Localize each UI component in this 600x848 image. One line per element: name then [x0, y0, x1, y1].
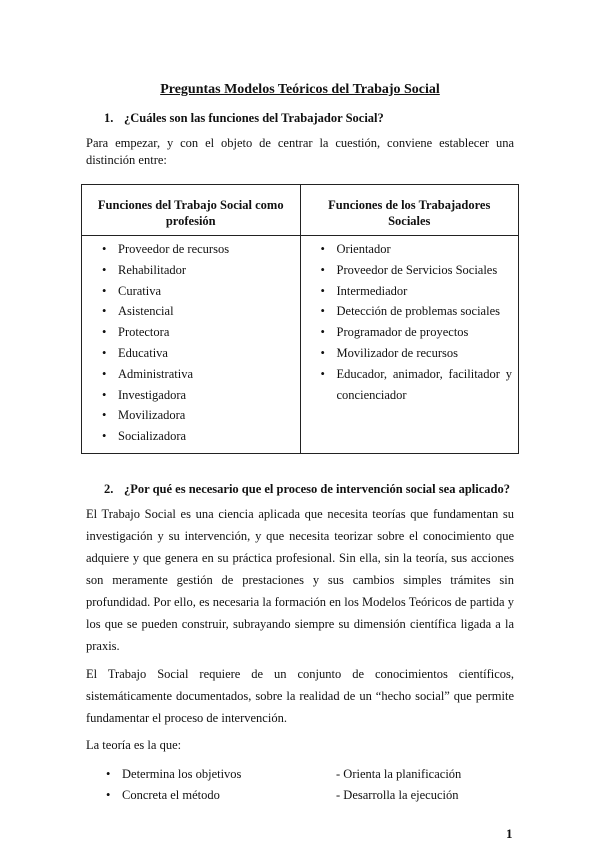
list-item: • Curativa — [82, 281, 294, 302]
question-number: 1. — [104, 111, 114, 125]
table-column — [82, 185, 300, 453]
body-paragraph: La teoría es la que: — [86, 737, 182, 752]
question-1-heading — [86, 109, 514, 127]
worker-functions-list — [301, 236, 519, 411]
table-column — [300, 185, 519, 453]
list-item: - Orienta la planificación — [336, 766, 462, 781]
intro-paragraph: Para empezar, y con el objeto de centrar la cuestión, conviene establecer una distinción entre: — [86, 136, 514, 167]
list-item: • Administrativa — [82, 364, 294, 385]
profession-functions-list — [82, 236, 300, 453]
page-number: 1 — [506, 826, 513, 841]
list-item: • Investigadora — [82, 385, 294, 406]
body-paragraph: El Trabajo Social requiere de un conjunto de conocimientos científicos, sistemáticamente documentados, sobre la realidad de un “hecho social” que permite fundamentar el proceso de intervención. — [86, 666, 514, 725]
list-item: • Educador, animador, facilitador y concienciador — [301, 364, 513, 406]
list-item: • Proveedor de Servicios Sociales — [301, 260, 513, 281]
list-item: • Movilizador de recursos — [301, 343, 513, 364]
table-header: Funciones de los Trabajadores Sociales — [301, 185, 519, 236]
question-2-heading — [86, 480, 514, 498]
list-item: • Protectora — [82, 322, 294, 343]
list-item: • Detección de problemas sociales — [301, 301, 513, 322]
list-item: • Rehabilitador — [82, 260, 294, 281]
list-item: - Desarrolla la ejecución — [336, 787, 459, 802]
theory-bullet-list — [86, 764, 336, 806]
table-header: Funciones del Trabajo Social como profesión — [82, 185, 300, 236]
list-item: • Socializadora — [82, 426, 294, 447]
list-item: • Movilizadora — [82, 405, 294, 426]
body-paragraph: El Trabajo Social es una ciencia aplicada que necesita teorías que fundamentan su investigación y su intervención, y que necesita teorizar sobre el conocimiento que adquiere y que genera en su práctica profesional. Sin ella, sin la teoría, sus acciones son meramente gestión de prestaciones y sus cambios simples trámites sin profundidad. Por ello, es necesaria la formación en los Modelos Teóricos de partida y los que se pueden construir, subrayando siempre su dimensión científica ligada a la praxis. — [86, 506, 514, 653]
list-item: • Proveedor de recursos — [82, 239, 294, 260]
list-item: • Programador de proyectos — [301, 322, 513, 343]
theory-lists — [86, 764, 514, 806]
list-item: • Asistencial — [82, 301, 294, 322]
list-item: • Determina los objetivos — [86, 764, 336, 785]
question-number: 2. — [104, 481, 114, 496]
question-text: ¿Cuáles son las funciones del Trabajador Social? — [124, 111, 384, 125]
list-item: • Concreta el método — [86, 785, 336, 806]
question-text: ¿Por qué es necesario que el proceso de intervención social sea aplicado? — [124, 481, 510, 496]
list-item: • Intermediador — [301, 281, 513, 302]
functions-table — [81, 184, 519, 454]
list-item: • Orientador — [301, 239, 513, 260]
list-item: • Educativa — [82, 343, 294, 364]
document-title: Preguntas Modelos Teóricos del Trabajo Social — [160, 82, 440, 97]
theory-dash-list — [336, 764, 514, 806]
